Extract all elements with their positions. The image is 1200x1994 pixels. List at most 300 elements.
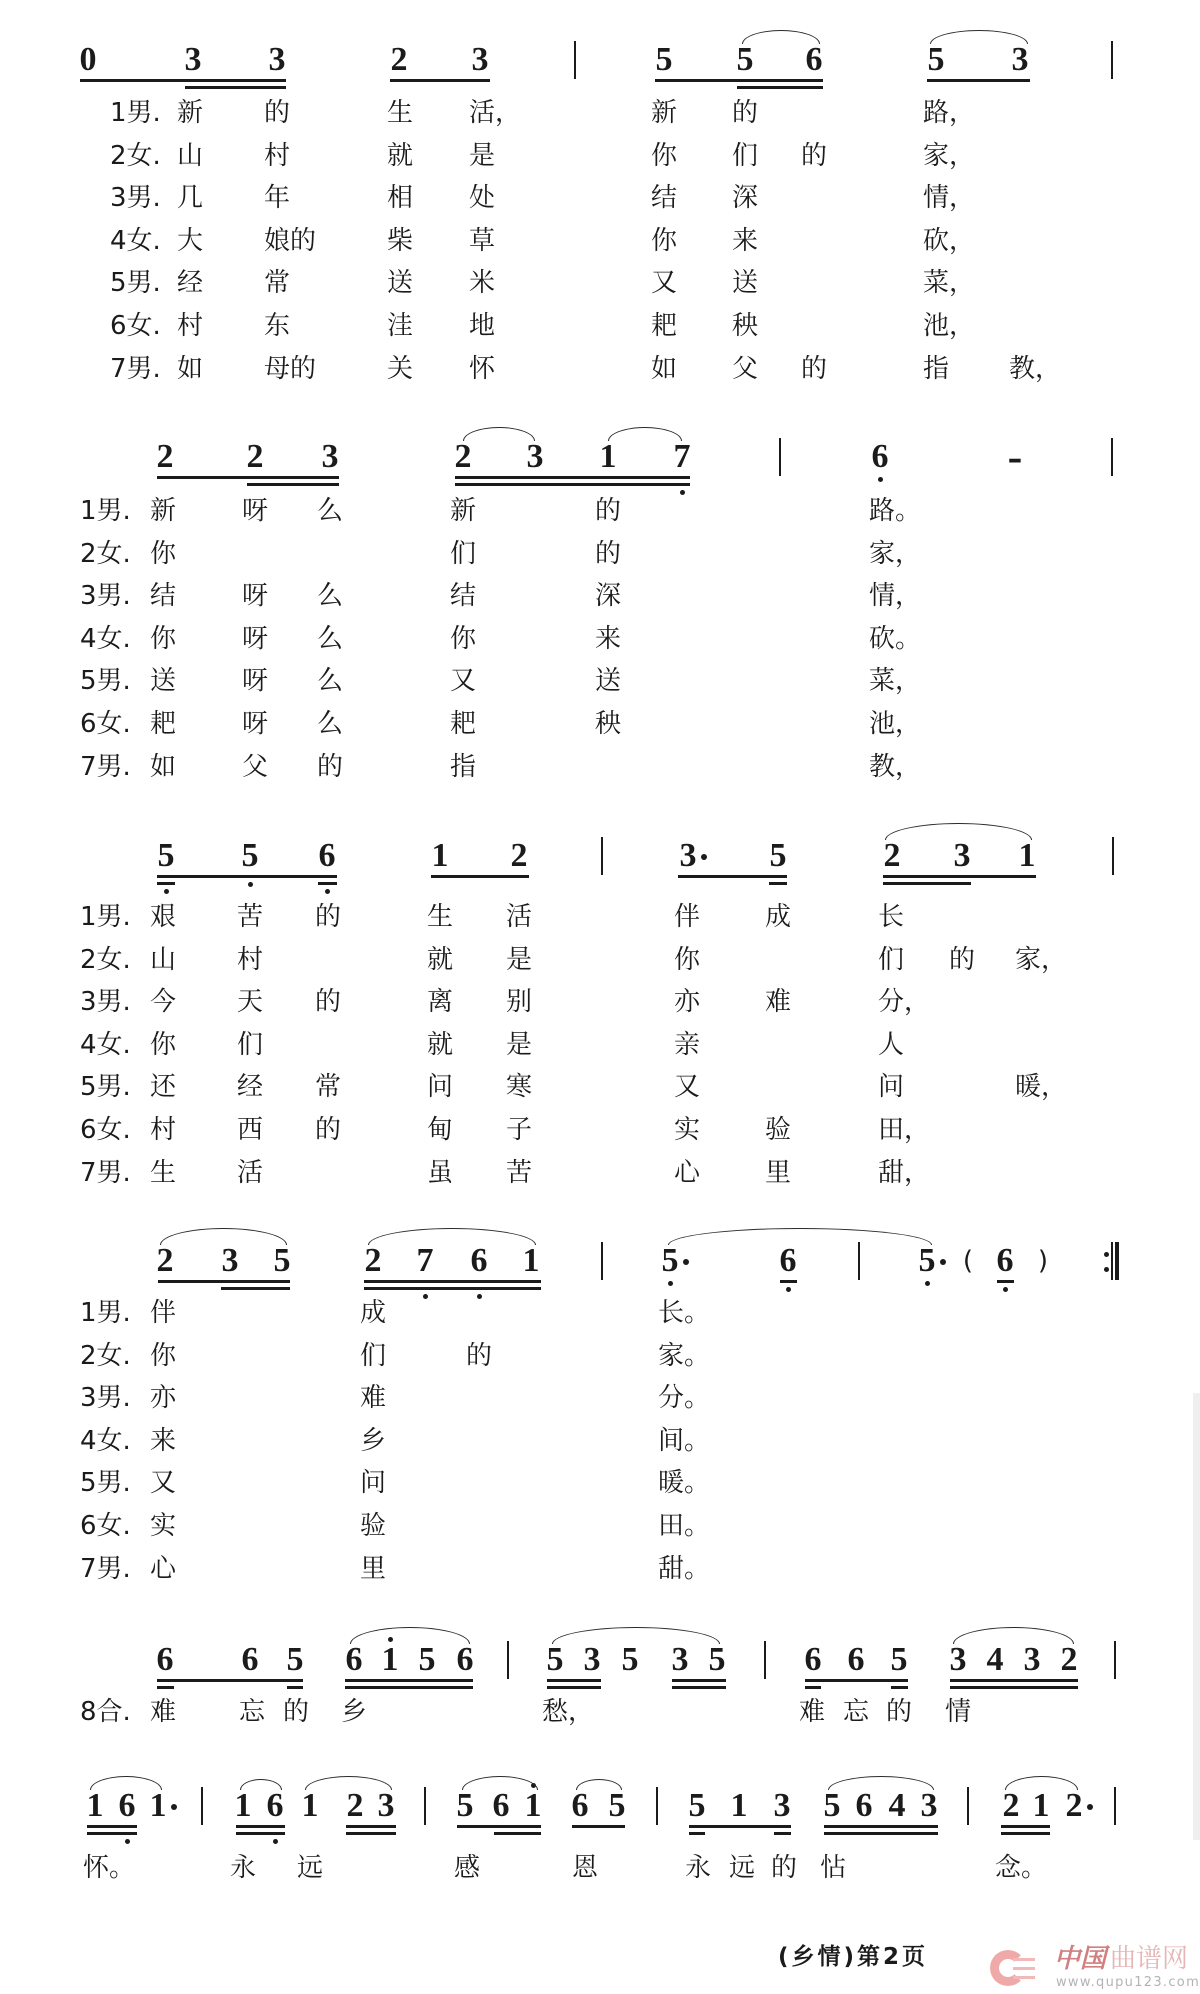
lyric-syllable: 指 [923,353,950,384]
lyric-syllable: 伴 [150,1298,177,1328]
lyric-syllable: 艰 [150,902,177,932]
lyric-syllable: 就 [427,944,454,975]
verse-label: 4女. [80,1029,131,1060]
beam-underline [158,1280,290,1283]
lyric-syllable: 家， [1015,944,1068,975]
repeat-dot-icon [1104,1252,1109,1257]
lyric-syllable: 长。 [658,1298,711,1328]
lyric-syllable: 验 [765,1115,792,1145]
slur-arc [953,1627,1074,1644]
lyric-syllable: 的 [466,1340,493,1371]
lyric-syllable: 砍。 [869,623,922,654]
lyric-syllable: 田， [878,1115,931,1145]
lyric-syllable: 关 [387,353,414,384]
verse-label: 3男. [80,1383,131,1414]
lyric-syllable: 你 [150,623,177,654]
verse-label: 6女. [110,311,161,341]
lyric-syllable: 生 [150,1157,177,1188]
verse-label: 3男. [80,581,131,612]
note-5: 5 [241,837,259,874]
note-5: 5 [273,1242,291,1279]
note-6: 6 [345,1641,363,1678]
beam-underline [891,1686,908,1689]
lyric-syllable: 年 [264,183,291,214]
verse-label: 2女. [80,538,131,569]
lyric-syllable: 的 [886,1697,913,1727]
lyric-syllable: 田。 [658,1511,711,1541]
lyric-syllable: 你 [450,623,477,654]
lyric-syllable: 的 [771,1853,798,1883]
logo-line-icon [1013,1958,1035,1961]
octave-dot-below-icon [248,882,253,887]
note-1: 1 [1018,837,1036,874]
slur-arc [462,1776,538,1790]
note-3: 3 [583,1641,601,1678]
note-2: 2 [346,1787,364,1824]
note-6: 6 [266,1787,284,1824]
beam-underline [883,882,971,885]
lyric-syllable: 难 [150,1697,177,1727]
logo-line-icon [1013,1967,1035,1970]
note-2: 2 [510,837,528,874]
lyric-syllable: 今 [150,987,177,1018]
beam-underline [346,1825,396,1828]
lyric-syllable: 又 [674,1072,701,1103]
lyric-syllable: 呀 [242,623,269,654]
note-5: 5 [621,1641,639,1678]
slur-arc [930,30,1028,44]
note-6: 6 [241,1641,259,1678]
slur-arc [552,1627,720,1644]
beam-underline [247,483,339,486]
lyric-syllable: 活 [237,1157,264,1188]
beam-underline [689,1825,791,1828]
barline [507,1641,509,1679]
beam-underline [157,1679,303,1682]
lyric-syllable: 子 [506,1115,533,1145]
lyric-syllable: 草 [469,225,496,256]
slur-arc [1005,1776,1078,1790]
lyric-syllable: 念。 [995,1853,1048,1883]
lyric-syllable: 么 [317,709,344,739]
lyric-syllable: 呀 [242,581,269,612]
beam-underline [805,1679,908,1682]
lyric-syllable: 里 [765,1157,792,1188]
lyric-syllable: 生 [387,98,414,128]
beam-underline [1001,1832,1050,1835]
verse-label: 1男. [110,98,161,128]
lyric-syllable: 父 [732,353,759,384]
lyric-syllable: 怗 [820,1853,847,1883]
note-6: 6 [996,1242,1014,1279]
lyric-syllable: 情 [945,1697,972,1727]
note-3: 3 [268,41,286,78]
verse-label: 5男. [110,268,161,299]
beam-underline [87,1825,137,1828]
octave-dot-below-icon [786,1287,791,1292]
note-5: 5 [157,837,175,874]
verse-label: 6女. [80,1511,131,1541]
watermark-url: www.qupu123.com [1056,1975,1200,1990]
lyric-syllable: 母的 [264,353,317,384]
lyric-syllable: 甸 [427,1115,454,1145]
logo-line-icon [1013,1976,1035,1979]
note-3: 3 [321,438,339,475]
lyric-syllable: 的 [317,751,344,782]
verse-label: 6女. [80,709,131,739]
lyric-syllable: 甜， [878,1157,931,1188]
beam-underline [678,875,787,878]
lyric-syllable: 秧 [732,311,759,341]
lyric-syllable: 是 [469,140,496,171]
beam-underline [345,1686,473,1689]
lyric-syllable: 新 [450,496,477,526]
note-3: 3 [953,837,971,874]
lyric-syllable: 亦 [674,987,701,1018]
lyric-syllable: 你 [651,225,678,256]
note-6: 6 [779,1242,797,1279]
beam-underline [997,1280,1014,1283]
lyric-syllable: 离 [427,987,454,1018]
note-1: 1 [522,1242,540,1279]
augmentation-dot-icon [171,1804,177,1810]
lyric-syllable: 池， [869,709,922,739]
lyric-syllable: 送 [387,268,414,299]
verse-label: 6女. [80,1115,131,1145]
lyric-syllable: 忘 [843,1697,870,1727]
lyric-syllable: 新 [651,98,678,128]
lyric-syllable: 你 [150,1029,177,1060]
beam-underline [927,79,1030,82]
lyric-syllable: 难 [799,1697,826,1727]
lyric-syllable: 几 [177,183,204,214]
note-4: 4 [986,1641,1004,1678]
barline [601,837,603,875]
beam-underline [455,476,690,479]
beam-underline [774,1832,791,1835]
beam-underline [87,1832,137,1835]
lyric-syllable: 的 [264,98,291,128]
lyric-syllable: 洼 [387,311,414,341]
lyric-syllable: 的 [315,987,342,1018]
octave-dot-below-icon [668,1281,673,1286]
lyric-syllable: 忘 [239,1697,266,1727]
note-6: 6 [804,1641,822,1678]
lyric-syllable: 山 [177,140,204,171]
verse-label: 5男. [80,1468,131,1499]
verse-label: 3男. [80,987,131,1018]
beam-underline [672,1686,726,1689]
note-1: 1 [730,1787,748,1824]
note-5: 5 [661,1242,679,1279]
lyric-syllable: 成 [765,902,792,932]
verse-label: 2女. [110,140,161,171]
note-3: 3 [221,1242,239,1279]
augmentation-dot-icon [701,854,707,860]
verse-label: 1男. [80,902,131,932]
slur-arc [240,1779,282,1790]
lyric-syllable: 还 [150,1072,177,1103]
lyric-syllable: 来 [595,623,622,654]
lyric-syllable: 呀 [242,496,269,526]
note-5: 5 [736,41,754,78]
note-1: 1 [599,438,617,475]
lyric-syllable: 里 [360,1553,387,1584]
lyric-syllable: 虽 [427,1157,454,1188]
lyric-syllable: 来 [732,225,759,256]
lyric-syllable: 的 [801,353,828,384]
beam-underline [80,79,286,82]
slur-arc [350,1627,470,1644]
beam-underline [157,1686,174,1689]
note-1: 1 [524,1787,542,1824]
lyric-syllable: 米 [469,268,496,299]
note-1: 1 [234,1787,252,1824]
note-5: 5 [688,1787,706,1824]
lyric-syllable: 村 [177,311,204,341]
note-3: 3 [949,1641,967,1678]
lyric-syllable: 们 [450,538,477,569]
note-3: 3 [377,1787,395,1824]
lyric-syllable: 甜。 [658,1553,711,1584]
beam-underline [547,1686,601,1689]
lyric-syllable: 问 [878,1072,905,1103]
beam-underline [824,1825,938,1828]
lyric-syllable: 村 [150,1115,177,1145]
lyric-syllable: 如 [177,353,204,384]
note-5: 5 [608,1787,626,1824]
note-6: 6 [871,438,889,475]
barline [1111,41,1113,79]
beam-underline [346,1832,396,1835]
lyric-syllable: 耙 [651,311,678,341]
lyric-syllable: 寒 [506,1072,533,1103]
lyric-syllable: 你 [150,538,177,569]
beam-underline [824,1832,938,1835]
beam-underline [345,1679,473,1682]
lyric-syllable: 深 [595,581,622,612]
scrollbar-thumb[interactable] [1193,1393,1200,1840]
barline [574,41,576,79]
note-6: 6 [855,1787,873,1824]
verse-label: 1男. [80,496,131,526]
lyric-syllable: 如 [651,353,678,384]
octave-dot-below-icon [125,1839,130,1844]
lyric-syllable: 菜， [923,268,976,299]
lyric-syllable: 结 [450,581,477,612]
lyric-syllable: 路。 [869,496,922,526]
lyric-syllable: 教， [1009,353,1062,384]
lyric-syllable: 情， [923,183,976,214]
note-5: 5 [708,1641,726,1678]
note-5: 5 [823,1787,841,1824]
beam-underline [390,79,490,82]
lyric-syllable: 池， [923,311,976,341]
barline [779,438,781,476]
lyric-syllable: 村 [264,140,291,171]
note-4: 4 [888,1787,906,1824]
note-5: 5 [456,1787,474,1824]
lyric-syllable: 大 [177,225,204,256]
lyric-syllable: 的 [801,140,828,171]
beam-underline [780,1280,797,1283]
slur-arc [885,823,1032,840]
note-2: 2 [390,41,408,78]
lyric-syllable: 么 [317,581,344,612]
beam-underline [572,1825,625,1828]
note-2: 2 [1060,1641,1078,1678]
lyric-syllable: 菜， [869,666,922,697]
slur-arc [90,1776,162,1790]
lyric-syllable: 砍， [923,225,976,256]
slur-arc [305,1776,392,1790]
lyric-syllable: 相 [387,183,414,214]
beam-underline [431,875,529,878]
beam-underline [455,483,690,486]
octave-dot-below-icon [925,1281,930,1286]
page-footer-label: (乡情)第2页 [778,1944,929,1970]
note-6: 6 [492,1787,510,1824]
note-2: 2 [156,1242,174,1279]
beam-underline [318,882,337,885]
verse-label: 2女. [80,1340,131,1371]
lyric-syllable: 乡 [360,1425,387,1456]
beam-underline [364,1280,541,1283]
slur-arc [668,1228,932,1245]
beam-underline [950,1686,1078,1689]
barline [201,1787,203,1825]
lyric-syllable: 亲 [674,1029,701,1060]
lyric-syllable: 处 [469,183,496,214]
paren-open: ( [962,1246,974,1276]
lyric-syllable: 东 [264,311,291,341]
note-5: 5 [418,1641,436,1678]
note-6: 6 [805,41,823,78]
note-5: 5 [286,1641,304,1678]
lyric-syllable: 山 [150,944,177,975]
lyric-syllable: 愁， [542,1697,595,1727]
note-7: 7 [416,1242,434,1279]
lyric-syllable: 苦 [237,902,264,932]
beam-underline [950,1679,1078,1682]
verse-label: 2女. [80,944,131,975]
note-3: 3 [920,1787,938,1824]
lyric-syllable: 家。 [658,1340,711,1371]
barline [967,1787,969,1825]
lyric-syllable: 就 [427,1029,454,1060]
verse-label: 5男. [80,1072,131,1103]
lyric-syllable: 难 [765,987,792,1018]
augmentation-dot-icon [940,1259,946,1265]
beam-underline [883,875,1036,878]
barline [424,1787,426,1825]
note-2: 2 [883,837,901,874]
lyric-syllable: 地 [469,311,496,341]
lyric-syllable: 路， [923,98,976,128]
lyric-syllable: 的 [949,944,976,975]
octave-dot-below-icon [273,1839,278,1844]
lyric-syllable: 结 [150,581,177,612]
barline [1112,837,1114,875]
lyric-syllable: 恩 [572,1853,599,1883]
beam-underline [737,86,823,89]
lyric-syllable: 是 [506,944,533,975]
lyric-syllable: 活 [506,902,533,932]
lyric-syllable: 们 [237,1029,264,1060]
lyric-syllable: 常 [315,1072,342,1103]
watermark-brand-secondary: 曲谱网 [1110,1944,1189,1973]
verse-label: 4女. [110,225,161,256]
beam-underline [364,1287,541,1290]
slur-arc [463,427,535,441]
lyric-syllable: 送 [732,268,759,299]
note-2: 2 [246,438,264,475]
lyric-syllable: 人 [878,1029,905,1060]
verse-label: 4女. [80,1425,131,1456]
barline [1114,1787,1116,1825]
watermark-brand-primary: 中国 [1054,1944,1107,1973]
paren-close: ) [1037,1246,1049,1276]
lyric-syllable: 成 [360,1298,387,1328]
note-6: 6 [470,1242,488,1279]
beam-underline [157,476,339,479]
note-1: 1 [149,1787,167,1824]
lyric-syllable: 苦 [506,1157,533,1188]
beam-underline [185,86,286,89]
slur-arc [608,427,682,441]
verse-label: 8合. [80,1697,131,1727]
beam-underline [236,1832,285,1835]
slur-arc [160,1228,287,1245]
lyric-syllable: 实 [150,1511,177,1541]
lyric-syllable: 新 [150,496,177,526]
verse-label: 5男. [80,666,131,697]
lyric-syllable: 的 [283,1697,310,1727]
verse-label: 3男. [110,183,161,214]
lyric-syllable: 是 [506,1029,533,1060]
octave-dot-below-icon [477,1294,482,1299]
note-3: 3 [1023,1641,1041,1678]
verse-label: 7男. [80,1157,131,1188]
beam-underline [769,882,787,885]
repeat-thick-bar [1115,1242,1119,1280]
lyric-syllable: 实 [674,1115,701,1145]
note-3: 3 [773,1787,791,1824]
note-3: 3 [471,41,489,78]
lyric-syllable: 家， [923,140,976,171]
verse-label: 7男. [110,353,161,384]
note-3: 3 [679,837,697,874]
lyric-syllable: 问 [360,1468,387,1499]
lyric-syllable: 又 [651,268,678,299]
lyric-syllable: 们 [732,140,759,171]
lyric-syllable: 结 [651,183,678,214]
lyric-syllable: 验 [360,1511,387,1541]
verse-label: 4女. [80,623,131,654]
lyric-syllable: 新 [177,98,204,128]
lyric-syllable: 情， [869,581,922,612]
repeat-thin-bar [1111,1242,1113,1280]
note-5: 5 [655,41,673,78]
lyric-syllable: 常 [264,268,291,299]
lyric-syllable: 送 [595,666,622,697]
note-5: 5 [890,1641,908,1678]
beam-underline [457,1825,541,1828]
note-2: 2 [1002,1787,1020,1824]
barline [764,1641,766,1679]
lyric-syllable: 暖， [1015,1072,1068,1103]
lyric-syllable: 的 [595,496,622,526]
